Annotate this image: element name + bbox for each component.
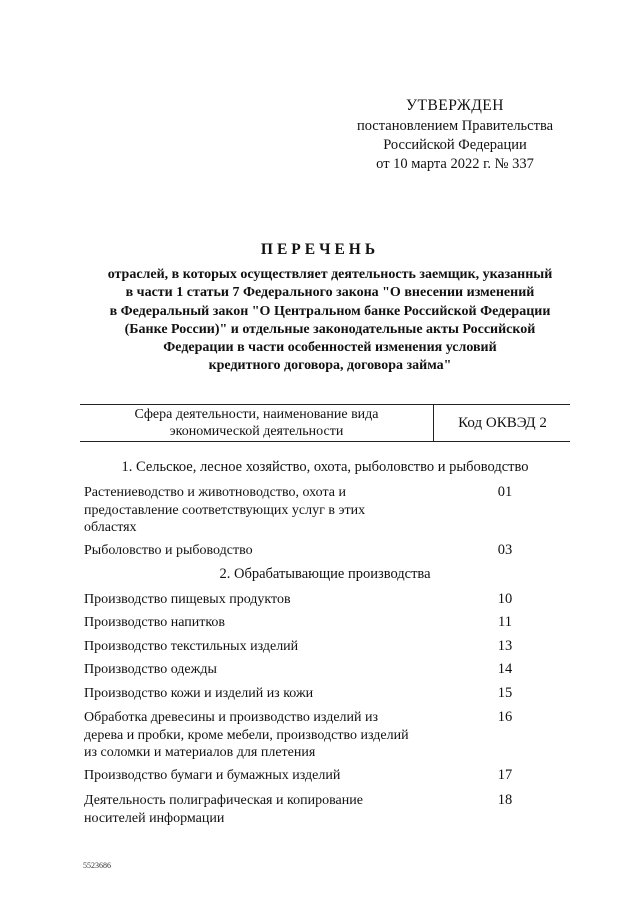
subtitle-line: в Федеральный закон "О Центральном банке Российской Федерации: [109, 303, 551, 319]
header-activity-line: Сфера деятельности, наименование вида: [134, 407, 379, 422]
row-name-line: областях: [84, 520, 137, 535]
table-row-name: [84, 767, 414, 785]
document-title: ПЕРЕЧЕНЬ: [260, 241, 380, 258]
table-row-code: 18: [497, 792, 513, 808]
row-name-line: Производство напитков: [84, 615, 226, 630]
table-row-name: [84, 638, 414, 656]
approval-heading: УТВЕРЖДЕН: [406, 97, 504, 114]
approval-stamp: [340, 96, 570, 174]
table-row-name: [84, 484, 414, 537]
row-name-line: Деятельность полиграфическая и копирование: [84, 793, 363, 808]
table-row-code: 01: [497, 484, 513, 500]
subtitle-line: (Банке России)" и отдельные законодательные акты Российской: [124, 321, 536, 337]
table-row-code: 10: [497, 591, 513, 607]
subtitle-line: кредитного договора, договора займа": [208, 358, 452, 374]
table-row-name: [84, 709, 414, 762]
row-name-line: носителей информации: [84, 810, 225, 826]
table-row-code: 03: [497, 542, 513, 558]
document-number-footer: 5523686: [83, 861, 111, 870]
row-name-line: Производство кожи и изделий из кожи: [84, 686, 314, 701]
table-row-name: [84, 542, 414, 560]
subtitle-line: в части 1 статьи 7 Федерального закона "О внесении изменений: [125, 285, 535, 301]
approval-line: Российской Федерации: [383, 137, 527, 153]
subtitle-line: отраслей, в которых осуществляет деятельность заемщик, указанный: [107, 267, 553, 282]
row-name-line: Производство текстильных изделий: [84, 639, 299, 654]
section-title: 2. Обрабатывающие производства: [219, 566, 431, 582]
section-title: 1. Сельское, лесное хозяйство, охота, рыболовство и рыбоводство: [121, 459, 529, 475]
row-name-line: предоставление соответствующих услуг в этих: [84, 502, 366, 518]
table-row-code: 11: [498, 614, 512, 630]
table-row-code: 16: [497, 709, 513, 725]
header-code: Код ОКВЭД 2: [458, 415, 547, 431]
subtitle-line: Федерации в части особенностей изменения условий: [163, 340, 497, 356]
table-row-name: [84, 685, 414, 703]
row-name-line: Рыболовство и рыбоводство: [84, 543, 253, 558]
row-name-line: из соломки и материалов для плетения: [84, 745, 316, 760]
table-row-code: 14: [497, 661, 513, 677]
row-name-line: Обработка древесины и производство изделий из: [84, 710, 379, 725]
table-row-name: [84, 661, 414, 679]
table-header: [80, 404, 570, 442]
table-row-name: [84, 614, 414, 632]
row-name-line: Производство пищевых продуктов: [84, 592, 291, 607]
table-row-code: 17: [497, 767, 513, 783]
document-subtitle: [70, 266, 590, 376]
table-row-name: [84, 792, 414, 827]
row-name-line: Производство одежды: [84, 662, 217, 677]
table-row-code: 13: [497, 638, 513, 654]
approval-line: постановлением Правительства: [356, 118, 554, 134]
row-name-line: дерева и пробки, кроме мебели, производство изделий: [84, 727, 409, 743]
row-name-line: Производство бумаги и бумажных изделий: [84, 768, 341, 783]
header-activity: [80, 405, 434, 441]
table-row-name: [84, 591, 414, 609]
table-row-code: 15: [497, 685, 513, 701]
header-activity-line: экономической деятельности: [169, 424, 344, 439]
row-name-line: Растениеводство и животноводство, охота и: [84, 485, 346, 500]
approval-date-number: от 10 марта 2022 г. № 337: [376, 156, 534, 172]
